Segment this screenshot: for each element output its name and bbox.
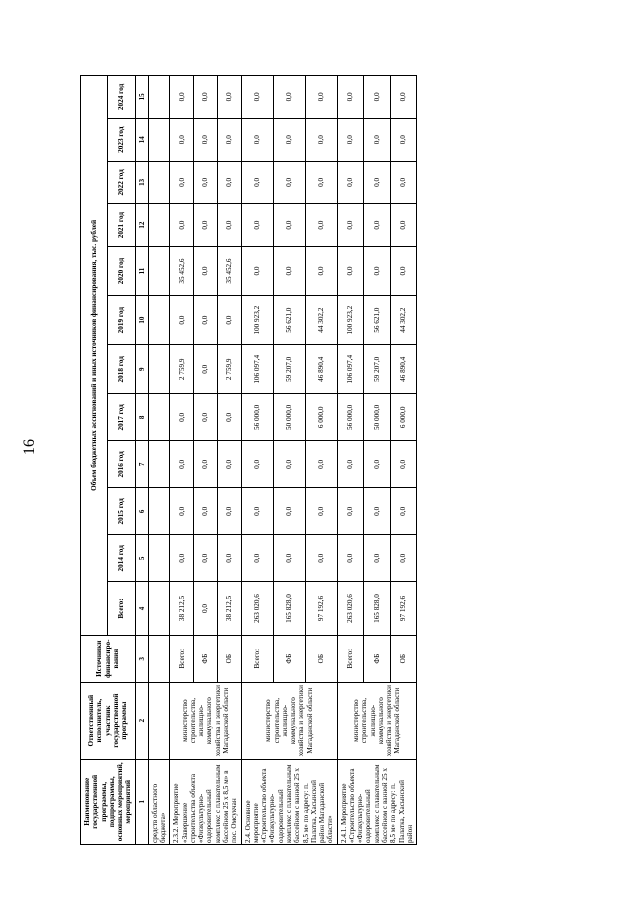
row-name: 2.4.1. Мероприятие «Строительство объекта «Физкультурно-оздоровительный комплекс с плавательным бассейном с ванной 25 x 8,5 м» по адресу: п. Палатка, Хасынский район <box>337 759 417 844</box>
value-cell: 0,0 <box>305 204 337 247</box>
value-cell: 0,0 <box>241 118 273 161</box>
value-cell: 0,0 <box>273 161 305 204</box>
value-cell: 0,0 <box>364 76 391 119</box>
header-year: 2015 год <box>108 488 135 535</box>
header-source: Источники финансиро-вания <box>81 635 136 682</box>
table-row <box>241 76 273 845</box>
value-cell: 0,0 <box>364 161 391 204</box>
value-cell: 38 212,5 <box>217 582 241 635</box>
column-number: 13 <box>135 161 148 204</box>
value-cell: 35 452,6 <box>217 246 241 295</box>
column-number: 14 <box>135 118 148 161</box>
value-cell: 0,0 <box>273 76 305 119</box>
value-cell: 0,0 <box>217 118 241 161</box>
row-executor: министерство строительства, жилищно-коммунального хозяйства и энергетики Магаданской области <box>337 682 417 759</box>
rotated-page <box>60 0 640 843</box>
value-cell: 44 302,2 <box>305 296 337 345</box>
column-number: 11 <box>135 246 148 295</box>
row-name: 2.4. Основное мероприятие «Строительство объекта «Физкультурно-оздоровительный комплекс с плавательным бассейном с ванной 25 x 8,5 м» по адресу: п. Палатка, Хасынский район Магаданской области» <box>241 759 337 844</box>
row-source: ФБ <box>194 635 218 682</box>
value-cell: 56 000,0 <box>337 394 364 441</box>
value-cell: 0,0 <box>390 204 417 247</box>
value-cell: 0,0 <box>305 535 337 582</box>
value-cell: 0,0 <box>194 345 218 394</box>
value-cell: 56 621,0 <box>364 296 391 345</box>
value-cell: 0,0 <box>305 488 337 535</box>
value-cell: 0,0 <box>364 535 391 582</box>
column-number: 10 <box>135 296 148 345</box>
value-cell: 0,0 <box>390 76 417 119</box>
empty-cell <box>148 161 170 204</box>
value-cell: 0,0 <box>337 204 364 247</box>
value-cell: 263 020,6 <box>337 582 364 635</box>
value-cell: 0,0 <box>194 246 218 295</box>
column-number: 7 <box>135 441 148 488</box>
value-cell: 2 759,9 <box>217 345 241 394</box>
header-year: 2014 год <box>108 535 135 582</box>
value-cell: 0,0 <box>217 76 241 119</box>
empty-cell <box>148 582 170 635</box>
header-year: 2024 год <box>108 76 135 119</box>
column-number: 5 <box>135 535 148 582</box>
column-number: 15 <box>135 76 148 119</box>
value-cell: 0,0 <box>194 76 218 119</box>
value-cell: 0,0 <box>390 246 417 295</box>
empty-cell <box>148 76 170 119</box>
value-cell: 50 000,0 <box>364 394 391 441</box>
value-cell: 0,0 <box>273 441 305 488</box>
row-source: ФБ <box>273 635 305 682</box>
header-year: 2021 год <box>108 204 135 247</box>
header-year: 2018 год <box>108 345 135 394</box>
value-cell: 0,0 <box>390 441 417 488</box>
page-number: 16 <box>21 439 38 455</box>
value-cell: 165 828,0 <box>364 582 391 635</box>
value-cell: 50 000,0 <box>273 394 305 441</box>
value-cell: 0,0 <box>194 204 218 247</box>
value-cell: 0,0 <box>241 246 273 295</box>
value-cell: 59 207,0 <box>273 345 305 394</box>
row-name: средств областного бюджета» <box>148 759 170 844</box>
value-cell: 0,0 <box>170 488 194 535</box>
value-cell: 97 192,6 <box>305 582 337 635</box>
value-cell: 106 097,4 <box>241 345 273 394</box>
header-year: 2020 год <box>108 246 135 295</box>
table-row <box>337 76 364 845</box>
value-cell: 97 192,6 <box>390 582 417 635</box>
empty-cell <box>148 488 170 535</box>
value-cell: 100 923,2 <box>241 296 273 345</box>
value-cell: 0,0 <box>217 204 241 247</box>
column-number: 2 <box>135 682 148 759</box>
row-source: ОБ <box>305 635 337 682</box>
value-cell: 38 212,5 <box>170 582 194 635</box>
value-cell: 0,0 <box>217 394 241 441</box>
value-cell: 0,0 <box>170 296 194 345</box>
value-cell: 0,0 <box>217 161 241 204</box>
table-row <box>170 76 194 845</box>
empty-cell <box>148 394 170 441</box>
row-name: 2.3.2. Мероприятие «Завершение строительства объекта «Физкультурно-оздоровительный комплекс с плавательным бассейном 25 x 8,5 м» в пос. Омсукчан <box>170 759 241 844</box>
value-cell: 0,0 <box>337 441 364 488</box>
column-number: 8 <box>135 394 148 441</box>
value-cell: 0,0 <box>337 488 364 535</box>
value-cell: 0,0 <box>364 204 391 247</box>
value-cell: 0,0 <box>241 535 273 582</box>
table-row <box>148 76 170 845</box>
header-year: 2023 год <box>108 118 135 161</box>
header-year: 2022 год <box>108 161 135 204</box>
value-cell: 0,0 <box>217 296 241 345</box>
empty-cell <box>148 246 170 295</box>
value-cell: 6 000,0 <box>390 394 417 441</box>
row-executor: министерство строительства, жилищно-коммунального хозяйства и энергетики Магаданской области <box>170 682 241 759</box>
value-cell: 0,0 <box>194 582 218 635</box>
column-number: 4 <box>135 582 148 635</box>
value-cell: 0,0 <box>170 441 194 488</box>
header-year: 2017 год <box>108 394 135 441</box>
value-cell: 0,0 <box>337 118 364 161</box>
value-cell: 46 890,4 <box>390 345 417 394</box>
row-executor: министерство строительства, жилищно-коммунального хозяйства и энергетики Магаданской области <box>241 682 337 759</box>
value-cell: 0,0 <box>217 488 241 535</box>
column-number: 12 <box>135 204 148 247</box>
header-name: Наименование государственной программы, подпрограммы, основных мероприятий, мероприятий <box>81 759 136 844</box>
header-year: 2016 год <box>108 441 135 488</box>
value-cell: 59 207,0 <box>364 345 391 394</box>
value-cell: 0,0 <box>273 204 305 247</box>
row-source: ОБ <box>390 635 417 682</box>
value-cell: 0,0 <box>390 161 417 204</box>
value-cell: 0,0 <box>194 296 218 345</box>
value-cell: 0,0 <box>337 246 364 295</box>
value-cell: 0,0 <box>305 246 337 295</box>
row-source: ФБ <box>364 635 391 682</box>
value-cell: 35 452,6 <box>170 246 194 295</box>
empty-cell <box>148 345 170 394</box>
column-number: 3 <box>135 635 148 682</box>
value-cell: 0,0 <box>170 394 194 441</box>
value-cell: 0,0 <box>170 535 194 582</box>
row-source: ОБ <box>217 635 241 682</box>
value-cell: 0,0 <box>217 441 241 488</box>
value-cell: 0,0 <box>241 441 273 488</box>
row-source: Всего: <box>337 635 364 682</box>
value-cell: 2 759,9 <box>170 345 194 394</box>
value-cell: 0,0 <box>241 76 273 119</box>
value-cell: 0,0 <box>364 441 391 488</box>
value-cell: 0,0 <box>364 488 391 535</box>
value-cell: 0,0 <box>170 76 194 119</box>
value-cell: 0,0 <box>337 161 364 204</box>
column-number: 1 <box>135 759 148 844</box>
value-cell: 0,0 <box>273 246 305 295</box>
value-cell: 165 828,0 <box>273 582 305 635</box>
value-cell: 0,0 <box>241 488 273 535</box>
value-cell: 0,0 <box>273 118 305 161</box>
value-cell: 0,0 <box>305 118 337 161</box>
value-cell: 0,0 <box>194 394 218 441</box>
header-total: Всего: <box>108 582 135 635</box>
value-cell: 6 000,0 <box>305 394 337 441</box>
row-source: Всего: <box>170 635 194 682</box>
empty-cell <box>148 535 170 582</box>
value-cell: 0,0 <box>337 535 364 582</box>
empty-cell <box>148 682 170 759</box>
empty-cell <box>148 441 170 488</box>
header-funding: Объем бюджетных ассигнований и иных источников финансирования, тыс. рублей <box>81 76 108 636</box>
value-cell: 0,0 <box>170 161 194 204</box>
funding-table <box>80 75 417 845</box>
value-cell: 0,0 <box>273 488 305 535</box>
value-cell: 56 000,0 <box>241 394 273 441</box>
value-cell: 263 020,6 <box>241 582 273 635</box>
value-cell: 0,0 <box>364 246 391 295</box>
value-cell: 56 621,0 <box>273 296 305 345</box>
empty-cell <box>148 635 170 682</box>
value-cell: 0,0 <box>364 118 391 161</box>
value-cell: 0,0 <box>305 76 337 119</box>
empty-cell <box>148 204 170 247</box>
value-cell: 0,0 <box>241 161 273 204</box>
value-cell: 0,0 <box>273 535 305 582</box>
row-source: Всего: <box>241 635 273 682</box>
value-cell: 44 302,2 <box>390 296 417 345</box>
value-cell: 0,0 <box>305 161 337 204</box>
value-cell: 0,0 <box>305 441 337 488</box>
value-cell: 0,0 <box>194 441 218 488</box>
column-number: 9 <box>135 345 148 394</box>
value-cell: 106 097,4 <box>337 345 364 394</box>
value-cell: 0,0 <box>390 535 417 582</box>
value-cell: 0,0 <box>337 76 364 119</box>
empty-cell <box>148 296 170 345</box>
value-cell: 0,0 <box>194 535 218 582</box>
column-number: 6 <box>135 488 148 535</box>
value-cell: 0,0 <box>170 204 194 247</box>
value-cell: 0,0 <box>194 161 218 204</box>
value-cell: 0,0 <box>170 118 194 161</box>
value-cell: 46 890,4 <box>305 345 337 394</box>
header-executor: Ответственный исполнитель, участник государственной программы <box>81 682 136 759</box>
header-year: 2019 год <box>108 296 135 345</box>
value-cell: 100 923,2 <box>337 296 364 345</box>
value-cell: 0,0 <box>194 118 218 161</box>
value-cell: 0,0 <box>217 535 241 582</box>
empty-cell <box>148 118 170 161</box>
value-cell: 0,0 <box>194 488 218 535</box>
value-cell: 0,0 <box>241 204 273 247</box>
value-cell: 0,0 <box>390 488 417 535</box>
value-cell: 0,0 <box>390 118 417 161</box>
